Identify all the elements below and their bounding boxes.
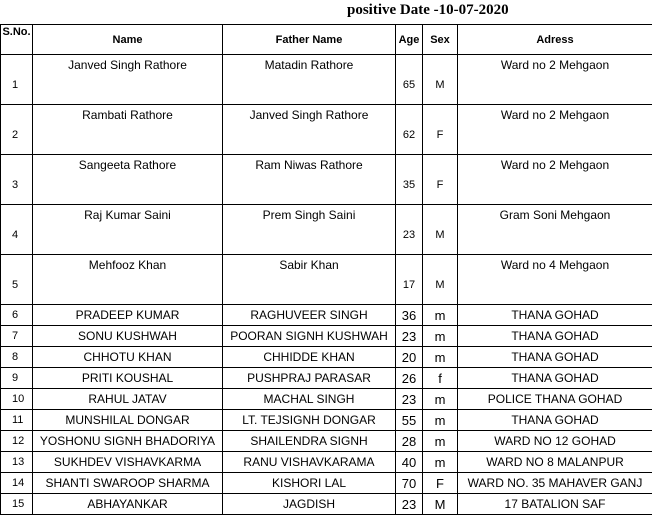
row-name: SUKHDEV VISHAVKARMA bbox=[33, 452, 223, 473]
row-father-name: Matadin Rathore bbox=[223, 55, 396, 105]
table-row bbox=[1, 494, 652, 515]
row-sex: M bbox=[423, 494, 458, 515]
row-address: WARD NO. 35 MAHAVER GANJ bbox=[458, 473, 652, 494]
row-sex: m bbox=[423, 431, 458, 452]
table-row bbox=[1, 368, 652, 389]
row-sno: 12 bbox=[1, 431, 33, 452]
row-sno: 1 bbox=[1, 55, 33, 105]
row-sno: 5 bbox=[1, 255, 33, 305]
row-father-name: CHHIDDE KHAN bbox=[223, 347, 396, 368]
row-sex: m bbox=[423, 305, 458, 326]
row-sex: m bbox=[423, 347, 458, 368]
row-sno: 6 bbox=[1, 305, 33, 326]
row-father-name: Prem Singh Saini bbox=[223, 205, 396, 255]
row-sex: m bbox=[423, 326, 458, 347]
table-row bbox=[1, 155, 652, 205]
table-row bbox=[1, 105, 652, 155]
row-name: CHHOTU KHAN bbox=[33, 347, 223, 368]
table-row bbox=[1, 473, 652, 494]
patient-table bbox=[0, 24, 652, 515]
table-row bbox=[1, 431, 652, 452]
row-sno: 14 bbox=[1, 473, 33, 494]
table-row bbox=[1, 326, 652, 347]
row-sno: 7 bbox=[1, 326, 33, 347]
row-sex: f bbox=[423, 368, 458, 389]
row-name: Janved Singh Rathore bbox=[33, 55, 223, 105]
row-address: THANA GOHAD bbox=[458, 305, 652, 326]
row-sex: F bbox=[423, 473, 458, 494]
row-age: 23 bbox=[396, 389, 423, 410]
row-address: Gram Soni Mehgaon bbox=[458, 205, 652, 255]
row-father-name: JAGDISH bbox=[223, 494, 396, 515]
row-age: 35 bbox=[396, 155, 423, 205]
row-father-name: MACHAL SINGH bbox=[223, 389, 396, 410]
document-title-bar bbox=[0, 0, 652, 24]
row-sno: 13 bbox=[1, 452, 33, 473]
row-age: 40 bbox=[396, 452, 423, 473]
row-age: 55 bbox=[396, 410, 423, 431]
row-address: Ward no 4 Mehgaon bbox=[458, 255, 652, 305]
table-row bbox=[1, 205, 652, 255]
table-row bbox=[1, 347, 652, 368]
row-sno: 2 bbox=[1, 105, 33, 155]
row-father-name: RAGHUVEER SINGH bbox=[223, 305, 396, 326]
row-address: WARD NO 8 MALANPUR bbox=[458, 452, 652, 473]
row-sno: 9 bbox=[1, 368, 33, 389]
row-address: 17 BATALION SAF bbox=[458, 494, 652, 515]
table-row bbox=[1, 305, 652, 326]
row-sex: F bbox=[423, 105, 458, 155]
table-row bbox=[1, 389, 652, 410]
row-sno: 4 bbox=[1, 205, 33, 255]
row-name: PRITI KOUSHAL bbox=[33, 368, 223, 389]
row-sex: F bbox=[423, 155, 458, 205]
row-sno: 8 bbox=[1, 347, 33, 368]
row-name: MUNSHILAL DONGAR bbox=[33, 410, 223, 431]
header-age: Age bbox=[396, 25, 423, 55]
row-father-name: PUSHPRAJ PARASAR bbox=[223, 368, 396, 389]
row-sex: M bbox=[423, 255, 458, 305]
table-row bbox=[1, 452, 652, 473]
row-name: Rambati Rathore bbox=[33, 105, 223, 155]
row-address: THANA GOHAD bbox=[458, 368, 652, 389]
table-header-row bbox=[1, 25, 652, 55]
row-father-name: LT. TEJSIGNH DONGAR bbox=[223, 410, 396, 431]
row-sex: m bbox=[423, 389, 458, 410]
row-sno: 3 bbox=[1, 155, 33, 205]
header-address: Adress bbox=[458, 25, 652, 55]
row-father-name: Janved Singh Rathore bbox=[223, 105, 396, 155]
row-address: POLICE THANA GOHAD bbox=[458, 389, 652, 410]
row-sex: m bbox=[423, 452, 458, 473]
row-sno: 11 bbox=[1, 410, 33, 431]
row-name: Sangeeta Rathore bbox=[33, 155, 223, 205]
row-age: 62 bbox=[396, 105, 423, 155]
row-name: SHANTI SWAROOP SHARMA bbox=[33, 473, 223, 494]
row-age: 20 bbox=[396, 347, 423, 368]
row-age: 36 bbox=[396, 305, 423, 326]
row-address: Ward no 2 Mehgaon bbox=[458, 105, 652, 155]
row-father-name: RANU VISHAVKARAMA bbox=[223, 452, 396, 473]
row-sex: M bbox=[423, 205, 458, 255]
row-age: 23 bbox=[396, 494, 423, 515]
row-name: SONU KUSHWAH bbox=[33, 326, 223, 347]
row-sno: 15 bbox=[1, 494, 33, 515]
document-title: positive Date -10-07-2020 bbox=[347, 2, 509, 19]
row-address: WARD NO 12 GOHAD bbox=[458, 431, 652, 452]
header-name: Name bbox=[33, 25, 223, 55]
row-father-name: POORAN SIGNH KUSHWAH bbox=[223, 326, 396, 347]
row-father-name: SHAILENDRA SIGNH bbox=[223, 431, 396, 452]
row-age: 23 bbox=[396, 205, 423, 255]
table-row bbox=[1, 255, 652, 305]
table-row bbox=[1, 410, 652, 431]
header-sex: Sex bbox=[423, 25, 458, 55]
row-father-name: Sabir Khan bbox=[223, 255, 396, 305]
row-name: Mehfooz Khan bbox=[33, 255, 223, 305]
header-father-name: Father Name bbox=[223, 25, 396, 55]
row-address: THANA GOHAD bbox=[458, 347, 652, 368]
row-sno: 10 bbox=[1, 389, 33, 410]
table-row bbox=[1, 55, 652, 105]
row-father-name: Ram Niwas Rathore bbox=[223, 155, 396, 205]
row-name: RAHUL JATAV bbox=[33, 389, 223, 410]
row-age: 65 bbox=[396, 55, 423, 105]
row-age: 17 bbox=[396, 255, 423, 305]
row-name: ABHAYANKAR bbox=[33, 494, 223, 515]
row-father-name: KISHORI LAL bbox=[223, 473, 396, 494]
row-address: Ward no 2 Mehgaon bbox=[458, 55, 652, 105]
row-name: YOSHONU SIGNH BHADORIYA bbox=[33, 431, 223, 452]
row-address: Ward no 2 Mehgaon bbox=[458, 155, 652, 205]
row-sex: M bbox=[423, 55, 458, 105]
header-sno: S.No. bbox=[1, 25, 33, 55]
row-address: THANA GOHAD bbox=[458, 410, 652, 431]
row-age: 70 bbox=[396, 473, 423, 494]
row-name: Raj Kumar Saini bbox=[33, 205, 223, 255]
row-sex: m bbox=[423, 410, 458, 431]
row-address: THANA GOHAD bbox=[458, 326, 652, 347]
row-age: 23 bbox=[396, 326, 423, 347]
row-age: 28 bbox=[396, 431, 423, 452]
row-name: PRADEEP KUMAR bbox=[33, 305, 223, 326]
row-age: 26 bbox=[396, 368, 423, 389]
